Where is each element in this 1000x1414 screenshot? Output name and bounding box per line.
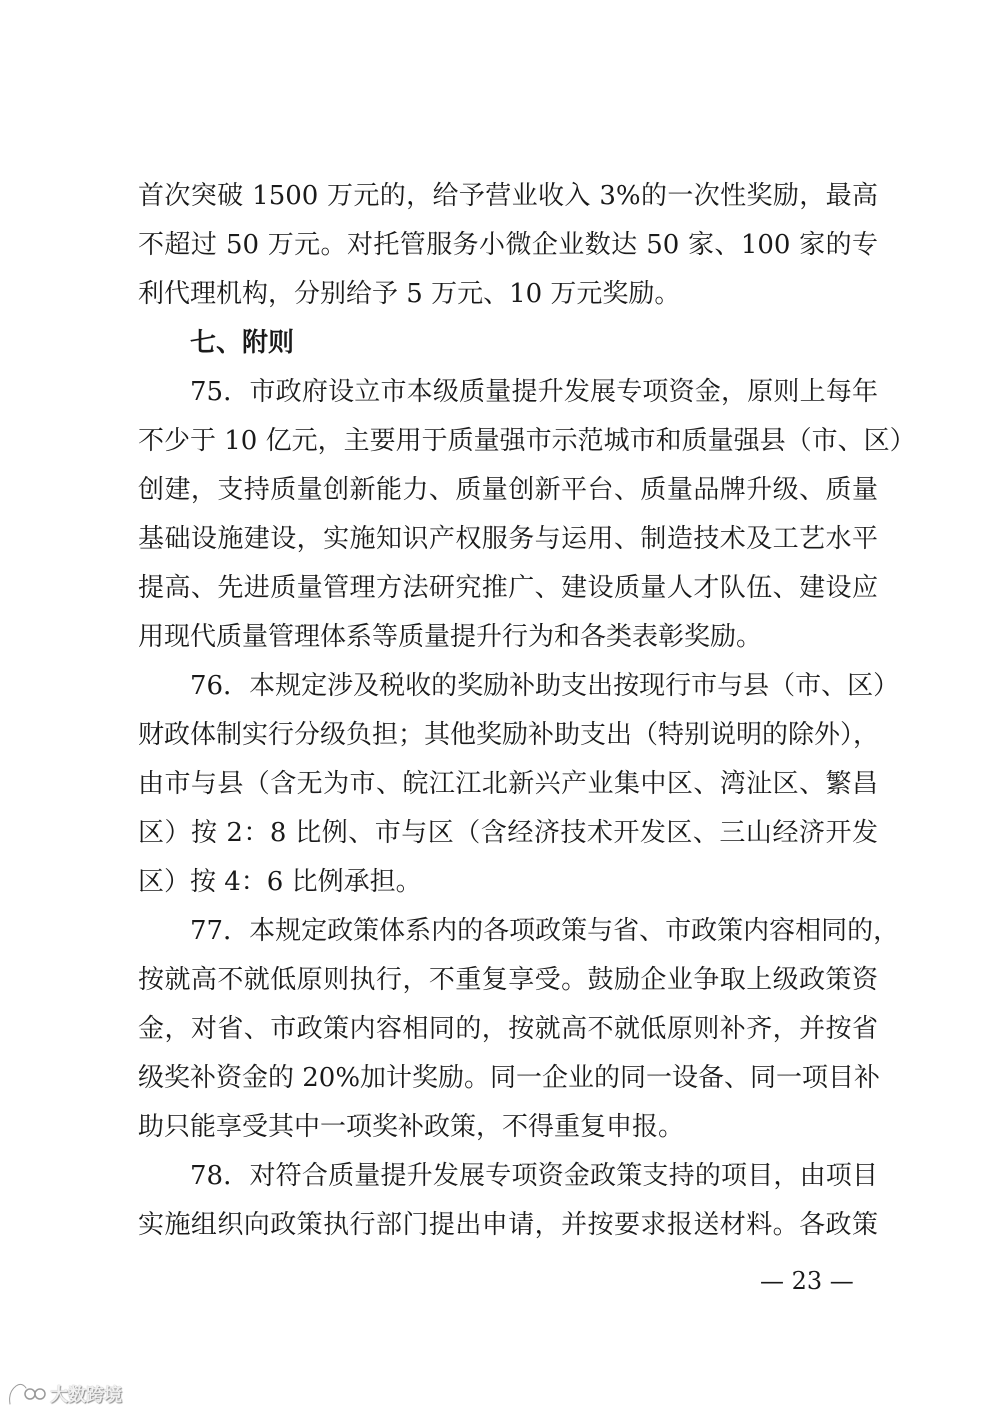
paragraph-line: 78．对符合质量提升发展专项资金政策支持的项目，由项目 [190, 1161, 878, 1191]
paragraph-line: 区）按 2：8 比例、市与区（含经济技术开发区、三山经济开发 [138, 818, 878, 848]
paragraph-line: 按就高不就低原则执行，不重复享受。鼓励企业争取上级政策资 [138, 965, 878, 995]
paragraph-line: 不少于 10 亿元，主要用于质量强市示范城市和质量强县（市、区） [138, 426, 916, 456]
paragraph-line: 级奖补资金的 20%加计奖励。同一企业的同一设备、同一项目补 [138, 1063, 881, 1093]
paragraph-line: 助只能享受其中一项奖补政策，不得重复申报。 [138, 1112, 685, 1142]
paragraph-line: 利代理机构，分别给予 5 万元、10 万元奖励。 [138, 279, 681, 309]
paragraph-line: 75．市政府设立市本级质量提升发展专项资金，原则上每年 [190, 377, 878, 407]
page-number: — 23 — [760, 1267, 854, 1295]
paragraph-line: 财政体制实行分级负担；其他奖励补助支出（特别说明的除外）， [138, 720, 880, 750]
paragraph-line: 提高、先进质量管理方法研究推广、建设质量人才队伍、建设应 [138, 573, 878, 603]
paragraph-line: 用现代质量管理体系等质量提升行为和各类表彰奖励。 [138, 622, 763, 652]
document-body [138, 172, 916, 1250]
paragraph-line: 不超过 50 万元。对托管服务小微企业数达 50 家、100 家的专 [138, 230, 878, 260]
paragraph-line: 区）按 4：6 比例承担。 [138, 867, 422, 897]
section-heading: 七、附则 [190, 328, 295, 358]
paragraph-line: 76．本规定涉及税收的奖励补助支出按现行市与县（市、区） [190, 671, 900, 701]
paragraph-line: 金，对省、市政策内容相同的，按就高不就低原则补齐，并按省 [138, 1014, 878, 1044]
paragraph-line: 77．本规定政策体系内的各项政策与省、市政策内容相同的， [190, 916, 900, 946]
paragraph-line: 首次突破 1500 万元的，给予营业收入 3%的一次性奖励，最高 [138, 181, 878, 211]
watermark-text: 大数跨境 [50, 1385, 122, 1406]
paragraph-line: 基础设施建设，实施知识产权服务与运用、制造技术及工艺水平 [138, 524, 878, 554]
paragraph-line: 创建，支持质量创新能力、质量创新平台、质量品牌升级、质量 [138, 475, 878, 505]
watermark [6, 1378, 122, 1410]
paragraph-line: 由市与县（含无为市、皖江江北新兴产业集中区、湾沚区、繁昌 [138, 769, 878, 799]
paragraph-line: 实施组织向政策执行部门提出申请，并按要求报送材料。各政策 [138, 1210, 878, 1240]
watermark-logo-icon [6, 1380, 46, 1408]
